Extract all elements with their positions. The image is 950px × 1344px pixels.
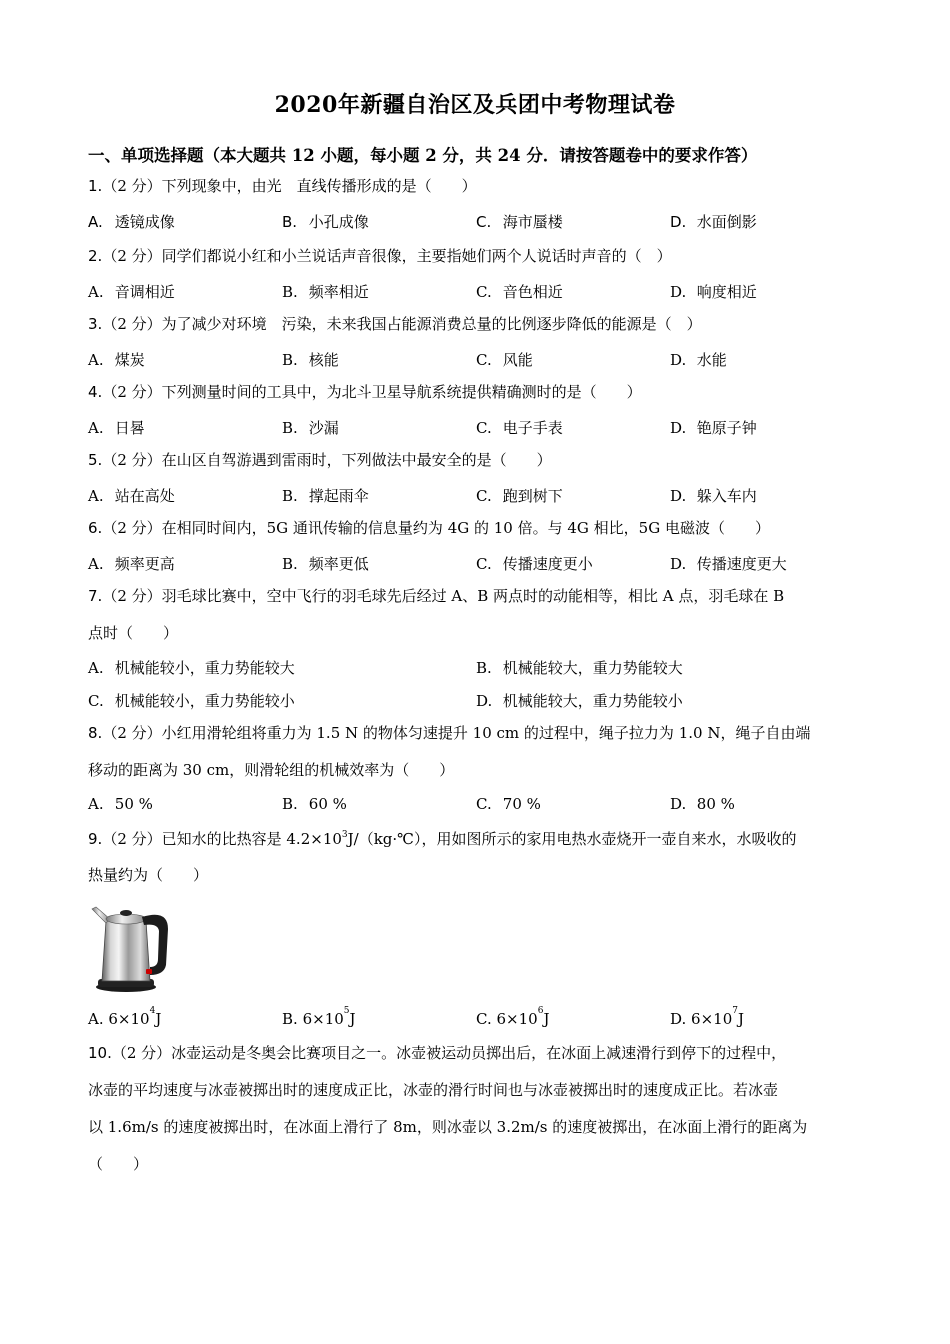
question-number: 7. bbox=[88, 587, 103, 605]
option-d[interactable]: D. 传播速度更大 bbox=[670, 555, 787, 573]
question-stem: （2 分）下列测量时间的工具中，为北斗卫星导航系统提供精确测时的是（ ） bbox=[102, 383, 642, 401]
option-c[interactable]: C. $6\times 10^6J$ bbox=[476, 1006, 550, 1028]
question-8-options bbox=[88, 795, 868, 817]
question-6-options bbox=[88, 553, 868, 575]
option-a[interactable]: A. 50 % bbox=[88, 795, 153, 813]
question-stem-line-4: （ ） bbox=[88, 1155, 149, 1173]
question-10 bbox=[88, 1035, 868, 1072]
option-b[interactable]: B. 沙漏 bbox=[282, 419, 339, 437]
option-d[interactable]: D. 响度相近 bbox=[670, 283, 757, 301]
question-stem: （2 分）同学们都说小红和小兰说话声音很像，主要指她们两个人说话时声音的（ ） bbox=[102, 247, 672, 265]
question-number: 8. bbox=[88, 724, 103, 742]
question-stem-line-3: 以 1.6m/s 的速度被掷出时，在冰面上滑行了 8m，则冰壶以 3.2m/s 的速度被掷出，在冰面上滑行的距离为 bbox=[88, 1118, 808, 1136]
question-stem: （2 分）为了减少对环境 污染，未来我国占能源消费总量的比例逐步降低的能源是（ ） bbox=[102, 315, 702, 333]
option-d[interactable]: D. 躲入车内 bbox=[670, 487, 757, 505]
question-number: 3. bbox=[88, 315, 103, 333]
option-a[interactable]: A. $6\times 10^4J$ bbox=[88, 1006, 162, 1028]
question-9-options bbox=[88, 1006, 868, 1032]
question-1 bbox=[88, 168, 868, 205]
option-d[interactable]: D. $6\times 10^7J$ bbox=[670, 1006, 744, 1028]
option-b[interactable]: B. 60 % bbox=[282, 795, 347, 813]
question-1-options bbox=[88, 211, 868, 233]
question-number: 9. bbox=[88, 830, 103, 848]
option-b[interactable]: B. $6\times 10^5J$ bbox=[282, 1006, 356, 1028]
question-stem-line-1: （2 分）冰壶运动是冬奥会比赛项目之一。冰壶被运动员掷出后，在冰面上减速滑行到停下的过程中， bbox=[111, 1044, 787, 1062]
option-c[interactable]: C. 跑到树下 bbox=[476, 487, 563, 505]
question-10-line-3 bbox=[88, 1109, 868, 1146]
question-stem-line-2: 点时（ ） bbox=[88, 624, 179, 642]
option-b[interactable]: B. 小孔成像 bbox=[282, 213, 369, 231]
question-5-options bbox=[88, 485, 868, 507]
option-b[interactable]: B. 撑起雨伞 bbox=[282, 487, 369, 505]
question-stem: （2 分）下列现象中，由光 直线传播形成的是（ ） bbox=[102, 177, 477, 195]
option-c[interactable]: C. 风能 bbox=[476, 351, 533, 369]
electric-kettle-image bbox=[88, 895, 176, 993]
question-7 bbox=[88, 578, 868, 615]
question-5 bbox=[88, 442, 868, 479]
option-d[interactable]: D. 水能 bbox=[670, 351, 727, 369]
option-b[interactable]: B. 核能 bbox=[282, 351, 339, 369]
question-number: 5. bbox=[88, 451, 103, 469]
question-7-line-2 bbox=[88, 615, 868, 652]
option-a[interactable]: A. 透镜成像 bbox=[88, 213, 175, 231]
question-stem: （2 分）在相同时间内，5G 通讯传输的信息量约为 4G 的 10 倍。与 4G 相比，5G 电磁波（ ） bbox=[102, 519, 770, 537]
question-number: 10. bbox=[88, 1044, 112, 1062]
option-d[interactable]: D. 水面倒影 bbox=[670, 213, 757, 231]
exponent: 3 bbox=[341, 830, 348, 840]
question-7-options-row-1 bbox=[88, 657, 868, 679]
question-stem-line-1: （2 分）小红用滑轮组将重力为 1.5 N 的物体匀速提升 10 cm 的过程中，绳子拉力为 1.0 N，绳子自由端 bbox=[102, 724, 811, 742]
question-stem-part-2: J/（kg·℃），用如图所示的家用电热水壶烧开一壶自来水，水吸收的 bbox=[347, 830, 797, 848]
option-d[interactable]: D. 80 % bbox=[670, 795, 735, 813]
question-2-options bbox=[88, 281, 868, 303]
question-stem-line-1: （2 分）羽毛球比赛中，空中飞行的羽毛球先后经过 A、B 两点时的动能相等，相比 A 点，羽毛球在 B bbox=[102, 587, 785, 605]
option-d[interactable]: D. 铯原子钟 bbox=[670, 419, 757, 437]
option-d[interactable]: D. 机械能较大，重力势能较小 bbox=[476, 692, 683, 710]
section-heading: 一、单项选择题（本大题共 12 小题，每小题 2 分，共 24 分．请按答题卷中的要求作答） bbox=[88, 146, 758, 165]
question-9 bbox=[88, 821, 868, 858]
option-a[interactable]: A. 站在高处 bbox=[88, 487, 175, 505]
option-c[interactable]: C. 电子手表 bbox=[476, 419, 563, 437]
question-7-options-row-2 bbox=[88, 690, 868, 712]
question-number: 6. bbox=[88, 519, 103, 537]
question-8-line-2 bbox=[88, 752, 868, 789]
option-a[interactable]: A. 机械能较小，重力势能较大 bbox=[88, 659, 295, 677]
question-4-options bbox=[88, 417, 868, 439]
option-c[interactable]: C. 海市蜃楼 bbox=[476, 213, 563, 231]
question-4 bbox=[88, 374, 868, 411]
question-number: 1. bbox=[88, 177, 103, 195]
question-stem-line-2: 热量约为（ ） bbox=[88, 866, 209, 884]
option-b[interactable]: B. 频率更低 bbox=[282, 555, 369, 573]
option-c[interactable]: C. 机械能较小，重力势能较小 bbox=[88, 692, 295, 710]
option-a[interactable]: A. 煤炭 bbox=[88, 351, 145, 369]
question-number: 4. bbox=[88, 383, 103, 401]
option-c[interactable]: C. 传播速度更小 bbox=[476, 555, 593, 573]
option-c[interactable]: C. 70 % bbox=[476, 795, 541, 813]
question-2 bbox=[88, 238, 868, 275]
question-number: 2. bbox=[88, 247, 103, 265]
question-3 bbox=[88, 306, 868, 343]
option-a[interactable]: A. 日晷 bbox=[88, 419, 145, 437]
option-b[interactable]: B. 频率相近 bbox=[282, 283, 369, 301]
option-c[interactable]: C. 音色相近 bbox=[476, 283, 563, 301]
question-10-line-4 bbox=[88, 1146, 868, 1183]
question-stem-line-2: 移动的距离为 30 cm，则滑轮组的机械效率为（ ） bbox=[88, 761, 455, 779]
question-8 bbox=[88, 715, 868, 752]
option-a[interactable]: A. 频率更高 bbox=[88, 555, 175, 573]
question-6 bbox=[88, 510, 868, 547]
option-a[interactable]: A. 音调相近 bbox=[88, 283, 175, 301]
question-stem-part-1: （2 分）已知水的比热容是 4.2×10 bbox=[102, 830, 342, 848]
question-stem-line-2: 冰壶的平均速度与冰壶被掷出时的速度成正比，冰壶的滑行时间也与冰壶被掷出时的速度成正比。若冰壶 bbox=[88, 1081, 779, 1099]
option-b[interactable]: B. 机械能较大，重力势能较大 bbox=[476, 659, 683, 677]
question-10-line-2 bbox=[88, 1072, 868, 1109]
question-9-line-2 bbox=[88, 857, 868, 894]
page-title: 2020年新疆自治区及兵团中考物理试卷 bbox=[274, 92, 676, 118]
question-stem: （2 分）在山区自驾游遇到雷雨时，下列做法中最安全的是（ ） bbox=[102, 451, 552, 469]
question-3-options bbox=[88, 349, 868, 371]
